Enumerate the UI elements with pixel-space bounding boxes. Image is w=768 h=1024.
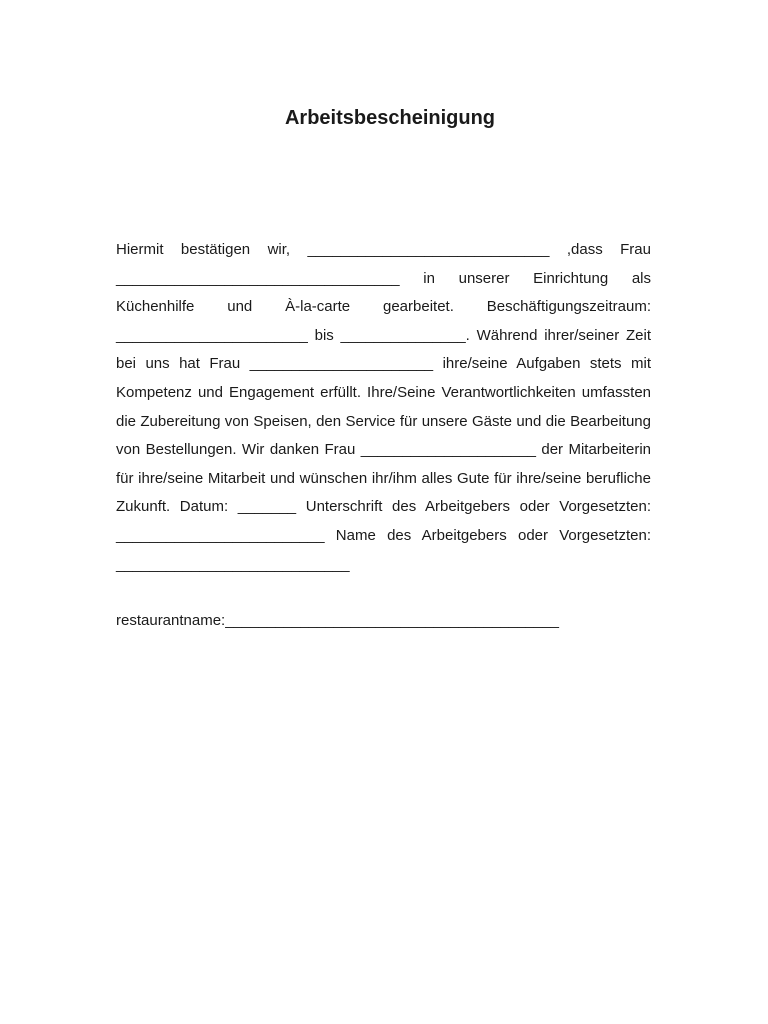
certificate-body-text: Hiermit bestätigen wir, _____________________________ ,dass Frau __________________________________ in unserer Einrichtung als Küchenhilfe und À-la-carte gearbeitet. Beschäftigungszeitraum: _______________________ bis _______________. Während ihrer/seiner Zeit bei uns hat Frau ______________________ ihre/seine Aufgaben stets mit Kompetenz und Engagement erfüllt. Ihre/Seine Verantwortlichkeiten umfassten die Zubereitung von Speisen, den Service für unsere Gäste und die Bearbeitung von Bestellungen. Wir danken Frau _____________________ der Mitarbeiterin für ihre/seine Mitarbeit und wünschen ihr/ihm alles Gute für ihre/seine berufliche Zukunft. Datum: _______ Unterschrift des Arbeitgebers oder Vorgesetzten: _________________________ Name des Arbeitgebers oder Vorgesetzten: ____________________________: [116, 241, 651, 573]
restaurant-name-line: restaurantname:________________________________________: [116, 612, 559, 629]
document-title: Arbeitsbescheinigung: [284, 107, 496, 129]
